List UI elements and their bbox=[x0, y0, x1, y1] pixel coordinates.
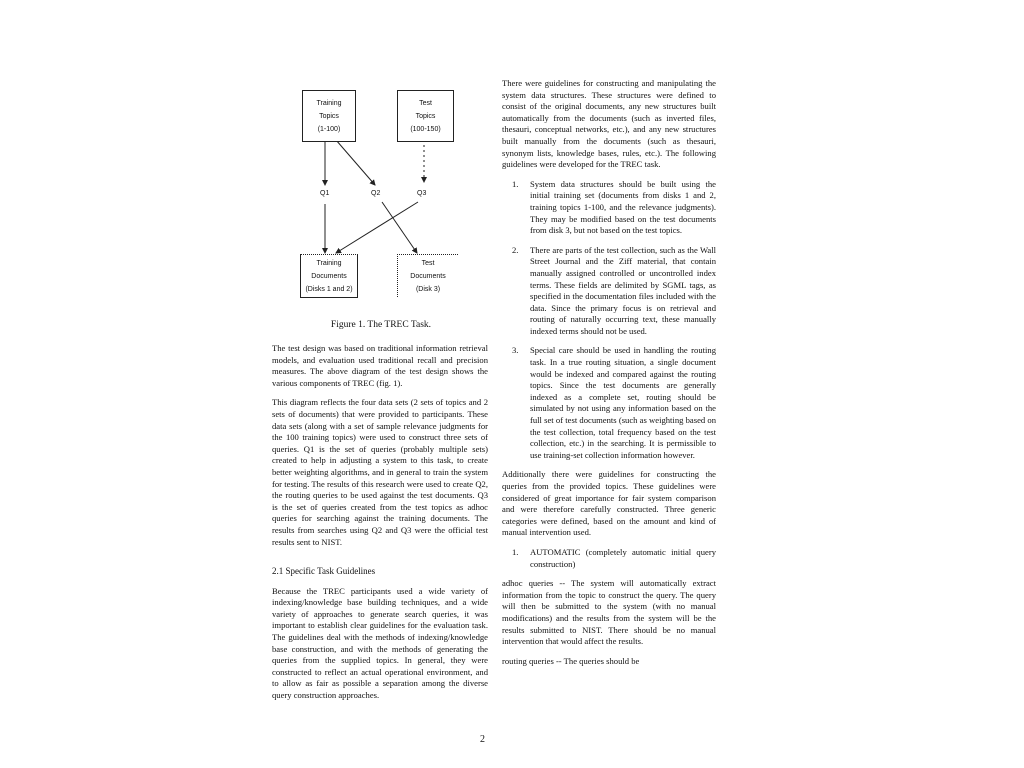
q3-label: Q3 bbox=[417, 190, 427, 197]
list-text: System data structures should be built using the initial training set (documents from disks 1 and 2, training topics 1-100, and the relevance judgments). They may be modified based on the test documents from disk 3, but not based on the test topics. bbox=[530, 178, 716, 236]
training-topics-line3: (1-100) bbox=[317, 125, 341, 133]
body-paragraph: There were guidelines for constructing and manipulating the system data structures. These structures were defined to consist of the original documents, any new structures built automatically from the documents (such as inverted files, thesauri, conceptual networks, etc.), and any new structures built manually from the documents (such as thesauri, synonym lists, knowledge bases, rules, etc.). The following guidelines were developed for the TREC task. bbox=[502, 78, 716, 170]
training-docs-line2: Documents bbox=[311, 272, 347, 280]
body-paragraph: Additionally there were guidelines for constructing the queries from the provided topics. These guidelines were considered of great importance for fair system comparison and were therefore carefully constructed. Three generic categories were defined, based on the amount and kind of manual intervention used. bbox=[502, 469, 716, 538]
list-item bbox=[502, 245, 716, 338]
routing-paragraph: routing queries -- The queries should be bbox=[502, 655, 640, 666]
test-topics-box bbox=[397, 90, 454, 142]
training-documents-box bbox=[300, 254, 358, 298]
figure-caption: Figure 1. The TREC Task. bbox=[330, 320, 432, 330]
test-topics-line3: (100-150) bbox=[410, 125, 441, 133]
test-topics-line1: Test bbox=[419, 99, 432, 107]
test-docs-line2: Documents bbox=[410, 272, 446, 280]
training-topics-line1: Training bbox=[316, 99, 342, 107]
training-topics-box bbox=[302, 90, 356, 142]
arrow-q3-training-docs bbox=[336, 202, 418, 253]
arrow-q2-test-docs bbox=[382, 202, 417, 253]
training-docs-line3: (Disks 1 and 2) bbox=[305, 285, 353, 293]
test-docs-line1: Test bbox=[421, 259, 435, 267]
list-number: 2. bbox=[512, 244, 519, 255]
page-number: 2 bbox=[480, 734, 485, 745]
list-item bbox=[502, 547, 716, 570]
trec-task-figure bbox=[272, 82, 490, 322]
right-column bbox=[502, 78, 716, 675]
list-item bbox=[502, 345, 716, 461]
q2-label: Q2 bbox=[371, 190, 381, 197]
adhoc-paragraph: adhoc queries -- The system will automatically extract information from the topic to construct the query. The query will then be submitted to the system (with no manual modifications) and the results from the system will be the results submitted to NIST. There should be no manual intervention that would affect the results. bbox=[502, 578, 716, 647]
left-column bbox=[272, 343, 488, 710]
body-paragraph: The test design was based on traditional information retrieval models, and evaluation used traditional recall and precision measures. The above diagram of the test design shows the various components of TREC (fig. 1). bbox=[272, 343, 488, 388]
list-number: 1. bbox=[512, 546, 519, 557]
test-topics-line2: Topics bbox=[415, 112, 436, 120]
section-heading: 2.1 Specific Task Guidelines bbox=[272, 566, 376, 577]
query-category-list bbox=[502, 547, 716, 570]
list-text: AUTOMATIC (completely automatic initial query construction) bbox=[530, 546, 716, 569]
list-text: Special care should be used in handling the routing task. In a true routing situation, a single document would be indexed and compared against the routing topics. Since the test documents are generally indexed as a complete set, routing should be simulated by not using any information based on the full set of test documents (such as weighting based on the test collection, total frequency based on the test collection, etc.) in the searching. It is permissible to use training-set collection information however. bbox=[530, 345, 716, 460]
q1-label: Q1 bbox=[320, 190, 330, 197]
list-number: 1. bbox=[512, 178, 519, 189]
test-documents-box bbox=[397, 254, 458, 297]
training-docs-line1: Training bbox=[316, 259, 342, 267]
arrow-training-topics-q2 bbox=[336, 140, 375, 185]
guideline-list bbox=[502, 179, 716, 462]
body-paragraph: Because the TREC participants used a wide variety of indexing/knowledge base building techniques, and a wide variety of approaches to generate search queries, it was important to establish clear guidelines for the evaluation task. The guidelines deal with the methods of indexing/knowledge base construction, and with the methods of generating the queries from the supplied topics. In general, they were constructed to reflect an actual operational environment, and to allow as fair as possible a separation among the diverse query construction approaches. bbox=[272, 585, 488, 701]
test-docs-line3: (Disk 3) bbox=[415, 285, 441, 293]
list-item bbox=[502, 179, 716, 237]
body-paragraph: This diagram reflects the four data sets (2 sets of topics and 2 sets of documents) that were provided to participants. These data sets (along with a set of sample relevance judgments for the 100 training topics) were used to construct three sets of queries. Q1 is the set of queries (probably multiple sets) created to help in adjusting a system to this task, to create better weighting algorithms, and in general to train the system for testing. The results of this research were used to create Q2, the routing queries to be used against the test documents. Q3 is the set of queries created from the test topics as adhoc queries for searching against the training documents. The results from searches using Q2 and Q3 were the official test results sent to NIST. bbox=[272, 397, 488, 547]
training-topics-line2: Topics bbox=[319, 112, 339, 120]
list-text: There are parts of the test collection, such as the Wall Street Journal and the Ziff material, that contain manually assigned controlled or uncontrolled index terms. These fields are delimited by SGML tags, as specified in the documentation files included with the data. Since the primary focus is on retrieval and routing of naturally occurring text, these manually indexed terms should not be used. bbox=[530, 244, 716, 336]
list-number: 3. bbox=[512, 345, 519, 356]
